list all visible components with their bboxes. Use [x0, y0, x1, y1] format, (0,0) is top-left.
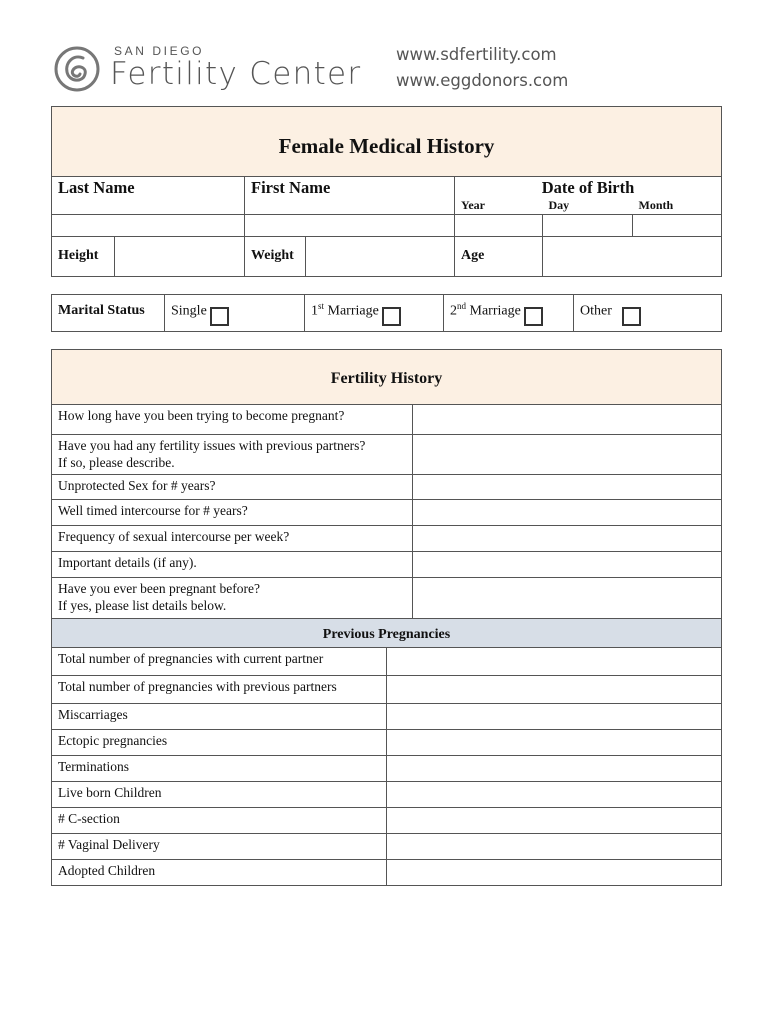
pregnancy-item-field[interactable]	[387, 834, 722, 860]
form-title: Female Medical History	[52, 107, 722, 177]
answer-field[interactable]	[413, 526, 722, 552]
other-label: Other	[580, 303, 612, 319]
logo	[52, 42, 362, 102]
pregnancy-item-label: Ectopic pregnancies	[52, 730, 387, 756]
pregnancy-item-field[interactable]	[387, 730, 722, 756]
pregnancy-item-field[interactable]	[387, 782, 722, 808]
url-sdfertility[interactable]: www.sdfertility.com	[396, 45, 557, 64]
height-label: Height	[52, 236, 115, 276]
weight-field[interactable]	[306, 236, 455, 276]
pregnancy-item-label: Adopted Children	[52, 860, 387, 886]
dob-month-field[interactable]	[633, 214, 722, 236]
pregnancy-item-label: Terminations	[52, 756, 387, 782]
weight-label: Weight	[245, 236, 306, 276]
previous-pregnancies-title: Previous Pregnancies	[52, 619, 722, 648]
marital-option-first-marriage[interactable]	[305, 295, 444, 332]
second-marriage-num: 2	[450, 303, 457, 319]
age-field[interactable]	[543, 236, 722, 276]
dob-year-label: Year	[455, 198, 543, 214]
pregnancy-item-field[interactable]	[387, 676, 722, 704]
pregnancy-item-field[interactable]	[387, 756, 722, 782]
dob-label: Date of Birth	[455, 177, 722, 199]
website-links	[396, 42, 568, 94]
second-marriage-sup: nd	[457, 301, 466, 312]
question-label: Well timed intercourse for # years?	[52, 500, 413, 526]
last-name-field[interactable]	[52, 214, 245, 236]
pregnancy-item-field[interactable]	[387, 648, 722, 676]
first-name-field[interactable]	[245, 214, 455, 236]
url-eggdonors[interactable]: www.eggdonors.com	[396, 71, 569, 90]
pregnancy-item-field[interactable]	[387, 860, 722, 886]
question-line: Have you had any fertility issues with previous partners?	[58, 438, 366, 453]
marital-option-other[interactable]	[574, 295, 722, 332]
fertility-history-title: Fertility History	[52, 350, 722, 405]
question-label: How long have you been trying to become pregnant?	[52, 405, 413, 435]
first-marriage-sup: st	[318, 301, 325, 312]
question-line: If yes, please list details below.	[58, 598, 227, 613]
patient-info-table	[51, 106, 722, 277]
question-label: Frequency of sexual intercourse per week?	[52, 526, 413, 552]
answer-field[interactable]	[413, 552, 722, 578]
single-checkbox[interactable]	[210, 307, 229, 326]
dob-year-field[interactable]	[455, 214, 543, 236]
first-marriage-label: Marriage	[324, 303, 379, 319]
second-marriage-label: Marriage	[466, 303, 521, 319]
pregnancy-item-label: Total number of pregnancies with current partner	[52, 648, 387, 676]
pregnancy-item-label: Total number of pregnancies with previous partners	[52, 676, 387, 704]
logo-title: Fertility Center	[110, 56, 362, 92]
first-name-label: First Name	[245, 177, 455, 215]
pregnancy-item-label: Miscarriages	[52, 704, 387, 730]
marital-option-second-marriage[interactable]	[444, 295, 574, 332]
pregnancy-item-label: Live born Children	[52, 782, 387, 808]
answer-field[interactable]	[413, 405, 722, 435]
first-marriage-num: 1	[311, 303, 318, 319]
question-label	[52, 435, 413, 475]
pregnancy-item-label: # C-section	[52, 808, 387, 834]
age-label: Age	[455, 236, 543, 276]
question-line: If so, please describe.	[58, 455, 175, 470]
answer-field[interactable]	[413, 500, 722, 526]
second-marriage-checkbox[interactable]	[524, 307, 543, 326]
answer-field[interactable]	[413, 578, 722, 619]
fertility-history-table	[51, 349, 722, 886]
first-marriage-checkbox[interactable]	[382, 307, 401, 326]
height-field[interactable]	[115, 236, 245, 276]
logo-swirl-icon	[52, 44, 102, 94]
answer-field[interactable]	[413, 435, 722, 475]
marital-status-label: Marital Status	[52, 295, 165, 332]
pregnancy-item-field[interactable]	[387, 704, 722, 730]
other-checkbox[interactable]	[622, 307, 641, 326]
logo-subtitle: SAN DIEGO	[114, 44, 205, 58]
answer-field[interactable]	[413, 475, 722, 500]
marital-option-single[interactable]	[165, 295, 305, 332]
pregnancy-item-field[interactable]	[387, 808, 722, 834]
dob-day-label: Day	[543, 198, 633, 214]
marital-status-table	[51, 294, 722, 332]
question-line: Have you ever been pregnant before?	[58, 581, 261, 596]
dob-month-label: Month	[633, 198, 722, 214]
single-label: Single	[171, 303, 207, 319]
question-label: Unprotected Sex for # years?	[52, 475, 413, 500]
last-name-label: Last Name	[52, 177, 245, 215]
question-label	[52, 578, 413, 619]
question-label: Important details (if any).	[52, 552, 413, 578]
dob-day-field[interactable]	[543, 214, 633, 236]
pregnancy-item-label: # Vaginal Delivery	[52, 834, 387, 860]
